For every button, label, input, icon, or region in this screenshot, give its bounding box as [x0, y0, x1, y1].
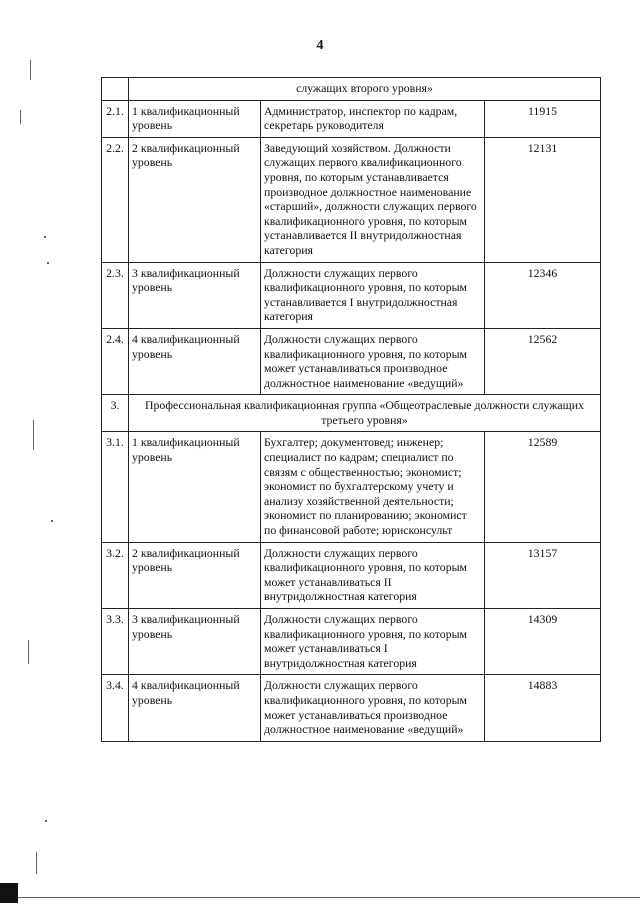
page-number: 4 — [316, 38, 324, 53]
table-row — [102, 675, 601, 741]
table-row — [102, 542, 601, 608]
table-row — [102, 609, 601, 675]
table-row — [102, 328, 601, 394]
qualification-level: 4 квалификационный уровень — [129, 328, 261, 394]
salary-value: 13157 — [485, 542, 601, 608]
scan-margin-marks — [0, 0, 100, 905]
qualification-level: 1 квалификационный уровень — [129, 432, 261, 542]
row-number: 3.2. — [102, 542, 129, 608]
salary-table — [101, 77, 601, 742]
qualification-level: 3 квалификационный уровень — [129, 609, 261, 675]
row-number: 3.3. — [102, 609, 129, 675]
qualification-level: 1 квалификационный уровень — [129, 100, 261, 137]
position-description: Заведующий хозяйством. Должности служащих первого квалификационного уровня, по которым устанавливается производное должностное наименование «старший», должности служащих первого квалификационного уровня, по которым устанавливается II внутридолжностная категория — [261, 137, 485, 262]
position-description: Должности служащих первого квалификационного уровня, по которым устанавливается I внутридолжностная категория — [261, 262, 485, 328]
row-number: 3.4. — [102, 675, 129, 741]
salary-value: 12346 — [485, 262, 601, 328]
row-number: 3.1. — [102, 432, 129, 542]
row-number: 2.1. — [102, 100, 129, 137]
salary-value: 12131 — [485, 137, 601, 262]
position-description: Должности служащих первого квалификационного уровня, по которым может устанавливаться I внутридолжностная категория — [261, 609, 485, 675]
position-description: Должности служащих первого квалификационного уровня, по которым может устанавливаться производное должностное наименование «ведущий» — [261, 328, 485, 394]
group-row — [102, 395, 601, 432]
scan-edge-line — [18, 897, 640, 898]
table-row — [102, 432, 601, 542]
qualification-level: 3 квалификационный уровень — [129, 262, 261, 328]
salary-value: 14883 — [485, 675, 601, 741]
row-number — [102, 78, 129, 101]
qualification-level: 4 квалификационный уровень — [129, 675, 261, 741]
table-row — [102, 100, 601, 137]
salary-value: 12562 — [485, 328, 601, 394]
position-description: Должности служащих первого квалификационного уровня, по которым может устанавливаться производное должностное наименование «ведущий» — [261, 675, 485, 741]
qualification-level: 2 квалификационный уровень — [129, 542, 261, 608]
table-row — [102, 262, 601, 328]
qualification-level: 2 квалификационный уровень — [129, 137, 261, 262]
row-number: 2.3. — [102, 262, 129, 328]
position-description: Бухгалтер; документовед; инженер; специалист по кадрам; специалист по связям с общественностью; экономист; экономист по бухгалтерскому учету и анализу хозяйственной деятельности; экономист по планированию; экономист по финансовой работе; юрисконсульт — [261, 432, 485, 542]
row-number: 2.2. — [102, 137, 129, 262]
scan-corner-mark — [0, 883, 18, 903]
row-number: 3. — [102, 395, 129, 432]
row-number: 2.4. — [102, 328, 129, 394]
table-row — [102, 137, 601, 262]
salary-value: 11915 — [485, 100, 601, 137]
group-title: служащих второго уровня» — [129, 78, 601, 101]
salary-value: 12589 — [485, 432, 601, 542]
position-description: Должности служащих первого квалификационного уровня, по которым может устанавливаться II внутридолжностная категория — [261, 542, 485, 608]
group-title: Профессиональная квалификационная группа «Общеотраслевые должности служащих третьего уровня» — [129, 395, 601, 432]
salary-value: 14309 — [485, 609, 601, 675]
group-row — [102, 78, 601, 101]
position-description: Администратор, инспектор по кадрам, секретарь руководителя — [261, 100, 485, 137]
